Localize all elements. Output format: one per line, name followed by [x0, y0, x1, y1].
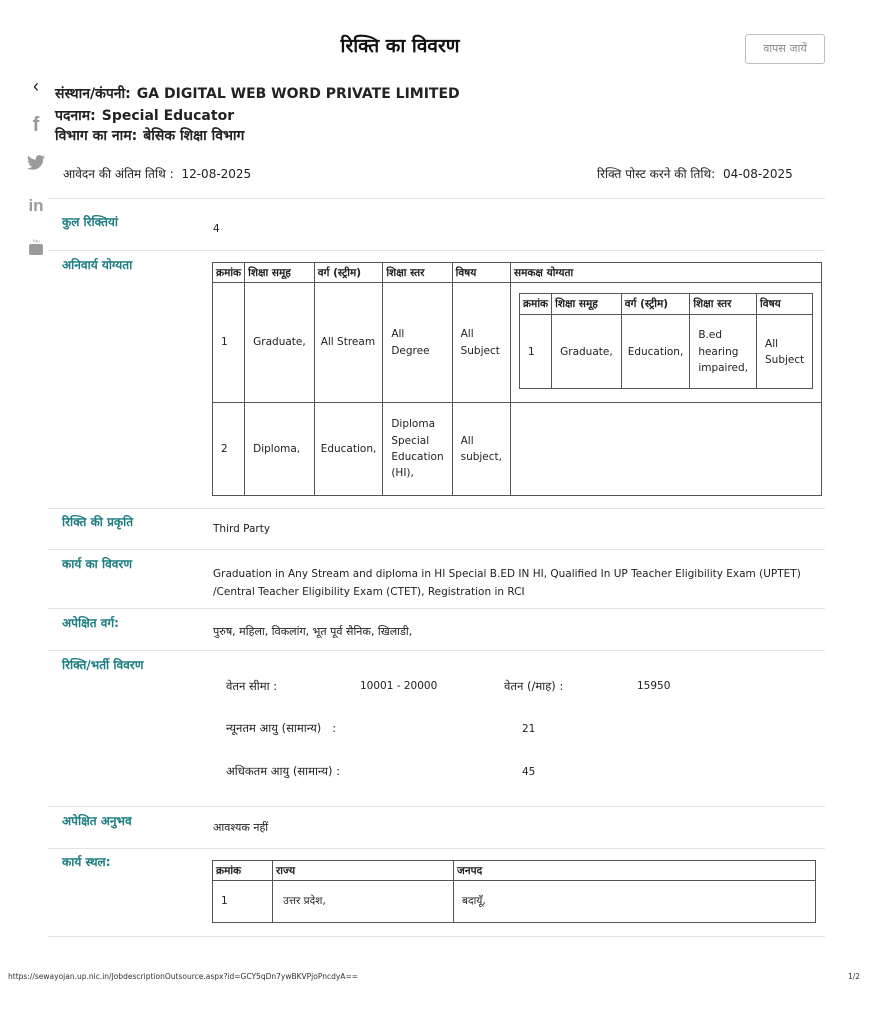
- cell-group: Diploma,: [245, 403, 315, 496]
- cell-subject: All Subject: [452, 283, 510, 403]
- nature-label: रिक्ति की प्रकृति: [62, 515, 134, 529]
- youtube-icon[interactable]: [24, 238, 48, 261]
- salary-range-value: 10001 - 20000: [360, 680, 438, 692]
- post-date: [597, 165, 793, 182]
- vacancies-label: कुल रिक्तियां: [62, 215, 118, 229]
- page-title: रिक्ति का विवरण: [340, 35, 460, 57]
- min-age-value: 21: [522, 723, 536, 735]
- col-stream: वर्ग (स्ट्रीम): [314, 263, 383, 283]
- job-description-value: [213, 565, 801, 601]
- divider: [48, 650, 825, 651]
- table-row: [519, 315, 812, 389]
- cell-subject: All subject,: [452, 403, 510, 496]
- cell-equivalent: [510, 283, 821, 403]
- post-date-value: 04-08-2025: [723, 167, 793, 181]
- col-group: शिक्षा समूह: [552, 294, 622, 315]
- back-arrow-icon[interactable]: ‹: [33, 76, 39, 96]
- cell-group: Graduate,: [552, 315, 622, 389]
- workplace-table: [212, 860, 816, 923]
- expected-category-value: पुरुष, महिला, विकलांग, भूत पूर्व सैनिक, खिलाडी,: [213, 625, 413, 638]
- salary-label: वेतन (/माह) :: [504, 679, 564, 693]
- workplace-label: कार्य स्थल:: [62, 855, 111, 869]
- salary-range-label: वेतन सीमा :: [226, 679, 278, 693]
- linkedin-icon[interactable]: in: [28, 196, 44, 215]
- divider: [48, 936, 825, 937]
- cell-level: Diploma Special Education (HI),: [383, 403, 452, 496]
- last-date: [63, 165, 251, 182]
- col-equivalent: समकक्ष योग्यता: [510, 263, 821, 283]
- table-header-row: [213, 861, 816, 881]
- divider: [48, 508, 825, 509]
- org-label: संस्थान/कंपनी:: [55, 86, 131, 102]
- nature-value: Third Party: [213, 523, 271, 535]
- table-row: [213, 881, 816, 923]
- min-age-label: न्यूनतम आयु (सामान्य) :: [226, 721, 337, 735]
- org-row: [55, 84, 460, 103]
- table-header-row: [213, 263, 822, 283]
- equivalent-table: [519, 293, 813, 389]
- salary-value: 15950: [637, 680, 671, 692]
- cell-sno: 1: [519, 315, 551, 389]
- cell-equivalent: [510, 403, 821, 496]
- col-sno: क्रमांक: [519, 294, 551, 315]
- col-sno: क्रमांक: [213, 861, 273, 881]
- post-value: Special Educator: [101, 108, 235, 124]
- post-label: पदनाम:: [55, 108, 96, 124]
- col-stream: वर्ग (स्ट्रीम): [621, 294, 690, 315]
- divider: [48, 608, 825, 609]
- col-state: राज्य: [273, 861, 454, 881]
- cell-stream: Education,: [314, 403, 383, 496]
- cell-group: Graduate,: [245, 283, 315, 403]
- cell-sno: 1: [213, 881, 273, 923]
- cell-stream: Education,: [621, 315, 690, 389]
- qualification-label: अनिवार्य योग्यता: [62, 258, 133, 272]
- col-level: शिक्षा स्तर: [383, 263, 452, 283]
- job-description-label: कार्य का विवरण: [62, 557, 132, 571]
- col-district: जनपद: [454, 861, 816, 881]
- cell-level: All Degree: [383, 283, 452, 403]
- back-button[interactable]: वापस जायें: [745, 34, 825, 64]
- cell-stream: All Stream: [314, 283, 383, 403]
- col-group: शिक्षा समूह: [245, 263, 315, 283]
- cell-subject: All Subject: [757, 315, 813, 389]
- max-age-value: 45: [522, 766, 536, 778]
- twitter-icon[interactable]: [24, 155, 48, 175]
- experience-label: अपेक्षित अनुभव: [62, 814, 132, 828]
- experience-value: आवश्यक नहीं: [213, 821, 269, 834]
- col-subject: विषय: [452, 263, 510, 283]
- footer-url: https://sewayojan.up.nic.in/JobdescriptionOutsource.aspx?id=GCY5qDn7ywBKVPjoPncdyA==: [8, 972, 359, 981]
- post-date-label: रिक्ति पोस्ट करने की तिथि:: [597, 167, 716, 181]
- dept-row: [55, 126, 244, 145]
- divider: [48, 198, 825, 199]
- recruitment-label: रिक्ति/भर्ती विवरण: [62, 658, 144, 672]
- vacancies-value: 4: [213, 223, 220, 235]
- divider: [48, 806, 825, 807]
- cell-level: B.ed hearing impaired,: [690, 315, 757, 389]
- divider: [48, 549, 825, 550]
- org-value: GA DIGITAL WEB WORD PRIVATE LIMITED: [136, 86, 460, 102]
- max-age-label: अधिकतम आयु (सामान्य) :: [226, 764, 341, 778]
- table-row: [213, 283, 822, 403]
- table-row: [213, 403, 822, 496]
- cell-district: बदायूँ,: [454, 881, 816, 923]
- post-row: [55, 106, 234, 125]
- divider: [48, 848, 825, 849]
- qualification-table: [212, 262, 822, 496]
- cell-state: उत्तर प्रदेश,: [273, 881, 454, 923]
- youtube-icon-label: You: [32, 238, 40, 244]
- page-number: 1/2: [848, 972, 861, 981]
- last-date-label: आवेदन की अंतिम तिथि :: [63, 167, 174, 181]
- dept-label: विभाग का नाम:: [55, 128, 138, 144]
- last-date-value: 12-08-2025: [181, 167, 252, 181]
- cell-sno: 2: [213, 403, 245, 496]
- col-subject: विषय: [757, 294, 813, 315]
- divider: [48, 250, 825, 251]
- job-description-line: /Central Teacher Eligibility Exam (CTET), Registration in RCI: [213, 586, 525, 598]
- facebook-icon[interactable]: f: [32, 114, 40, 136]
- table-header-row: [519, 294, 812, 315]
- cell-sno: 1: [213, 283, 245, 403]
- expected-category-label: अपेक्षित वर्ग:: [62, 616, 119, 630]
- col-level: शिक्षा स्तर: [690, 294, 757, 315]
- job-description-line: Graduation in Any Stream and diploma in HI Special B.ED IN HI, Qualified In UP Teacher Eligibility Exam (UPTET): [213, 568, 801, 580]
- col-sno: क्रमांक: [213, 263, 245, 283]
- dept-value: बेसिक शिक्षा विभाग: [143, 128, 245, 144]
